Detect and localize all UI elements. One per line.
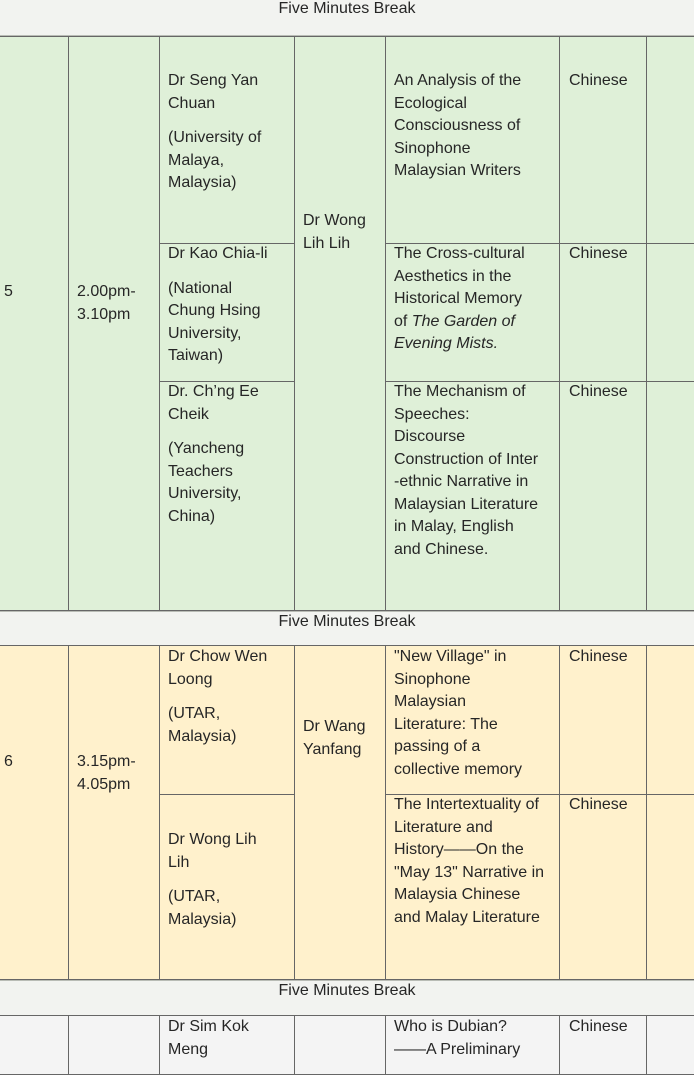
break-label: Five Minutes Break (278, 0, 416, 17)
title-line: Literature and (394, 818, 493, 836)
session-number: 6 (4, 753, 13, 770)
paper-title (394, 794, 559, 929)
title-line: "New Village" in (394, 648, 507, 665)
presenter-cell (168, 70, 288, 195)
title-line: Discourse (394, 428, 466, 445)
title-line: An Analysis of the (394, 72, 522, 89)
title-line: The Mechanism of (394, 383, 526, 400)
title-line: collective memory (394, 760, 523, 778)
affiliation: Taiwan) (168, 347, 224, 364)
title-line: Literature: The (394, 715, 498, 733)
language: Chinese (569, 796, 628, 813)
title-line: -ethnic Narrative in (394, 473, 529, 490)
presenter-name: Meng (168, 1040, 209, 1058)
chair-line: Dr Wang (303, 718, 366, 735)
paper-title (394, 243, 559, 356)
paper-title (394, 646, 559, 781)
title-line: and Chinese. (394, 540, 489, 558)
book-title: Evening Mists. (394, 335, 499, 352)
presenter-cell (168, 243, 288, 368)
title-line: and Malay Literature (394, 908, 540, 926)
paper-title (394, 70, 559, 183)
affiliation: (University of (168, 129, 262, 146)
title-line (394, 333, 559, 356)
session-7-row (0, 1015, 694, 1075)
break-label: Five Minutes Break (278, 982, 416, 999)
presenter-name: Chuan (168, 94, 216, 112)
title-line: in Malay, English (394, 518, 514, 535)
title-line: Sinophone (394, 139, 471, 157)
presenter-name: Lih (168, 853, 190, 871)
break-row (0, 980, 694, 1016)
language: Chinese (569, 383, 628, 400)
title-line: Aesthetics in the (394, 267, 512, 285)
title-line: Malaysian (394, 693, 467, 710)
title-line: Malaysia Chinese (394, 886, 521, 903)
presenter-name: Dr Sim Kok (168, 1018, 249, 1035)
session-6-row (0, 645, 694, 980)
title-line: The Intertextuality of (394, 796, 539, 813)
chair-line: Dr Wong (303, 212, 366, 229)
title-line: Construction of Inter (394, 450, 539, 468)
chair-line: Yanfang (303, 740, 362, 758)
affiliation: (Yancheng (168, 440, 245, 457)
title-line: ——A Preliminary (394, 1040, 521, 1058)
affiliation: Chung Hsing (168, 302, 261, 319)
title-line: Who is Dubian? (394, 1018, 507, 1035)
presenter-cell (168, 1016, 288, 1061)
title-line: History——On the (394, 841, 524, 858)
affiliation: (UTAR, (168, 705, 221, 722)
break-row (0, 611, 694, 646)
affiliation: Malaya, (168, 151, 225, 169)
title-line: "May 13" Narrative in (394, 863, 545, 881)
presenter-name: Dr Seng Yan (168, 72, 259, 89)
affiliation: University, (168, 485, 242, 502)
language: Chinese (569, 1018, 628, 1035)
presenter-cell (168, 829, 288, 931)
session-number: 5 (4, 283, 13, 300)
presenter-cell (168, 381, 288, 528)
title-line: Malaysian Writers (394, 162, 521, 179)
time-start: 2.00pm- (77, 283, 136, 300)
book-title: The Garden of (411, 312, 515, 330)
title-line: The Cross-cultural (394, 245, 525, 262)
presenter-name: Loong (168, 670, 213, 688)
time-end: 3.10pm (77, 305, 131, 323)
paper-title (394, 1016, 559, 1061)
affiliation: Teachers (168, 462, 233, 480)
affiliation: University, (168, 324, 242, 342)
presenter-name: Dr Kao Chia-li (168, 245, 268, 262)
title-line: Malaysian Literature (394, 495, 539, 513)
affiliation: (UTAR, (168, 888, 221, 905)
chair-line: Lih Lih (303, 234, 351, 252)
language: Chinese (569, 245, 628, 262)
presenter-name: Cheik (168, 405, 209, 423)
affiliation: Malaysia) (168, 727, 237, 745)
title-lead: of (394, 312, 412, 330)
session-chair (303, 716, 366, 761)
title-line: Sinophone (394, 670, 471, 688)
presenter-name: Dr Chow Wen (168, 648, 268, 665)
break-label: Five Minutes Break (278, 613, 416, 630)
language: Chinese (569, 72, 628, 89)
title-line: passing of a (394, 738, 481, 755)
paper-title (394, 381, 559, 561)
title-line: Historical Memory (394, 290, 523, 307)
title-line (394, 311, 559, 334)
presenter-cell (168, 646, 288, 748)
affiliation: (National (168, 279, 233, 297)
language: Chinese (569, 648, 628, 665)
title-line: Speeches: (394, 405, 470, 423)
affiliation: Malaysia) (168, 910, 237, 928)
break-row (0, 0, 694, 36)
session-chair (303, 210, 366, 255)
title-line: Ecological (394, 94, 467, 112)
affiliation: Malaysia) (168, 174, 237, 191)
time-start: 3.15pm- (77, 753, 136, 770)
presenter-name: Dr. Ch’ng Ee (168, 383, 259, 400)
session-time (77, 281, 136, 326)
session-5-row (0, 36, 694, 611)
time-end: 4.05pm (77, 775, 131, 793)
presenter-name: Dr Wong Lih (168, 831, 257, 848)
session-time (77, 751, 136, 796)
affiliation: China) (168, 507, 216, 525)
title-line: Consciousness of (394, 117, 521, 134)
